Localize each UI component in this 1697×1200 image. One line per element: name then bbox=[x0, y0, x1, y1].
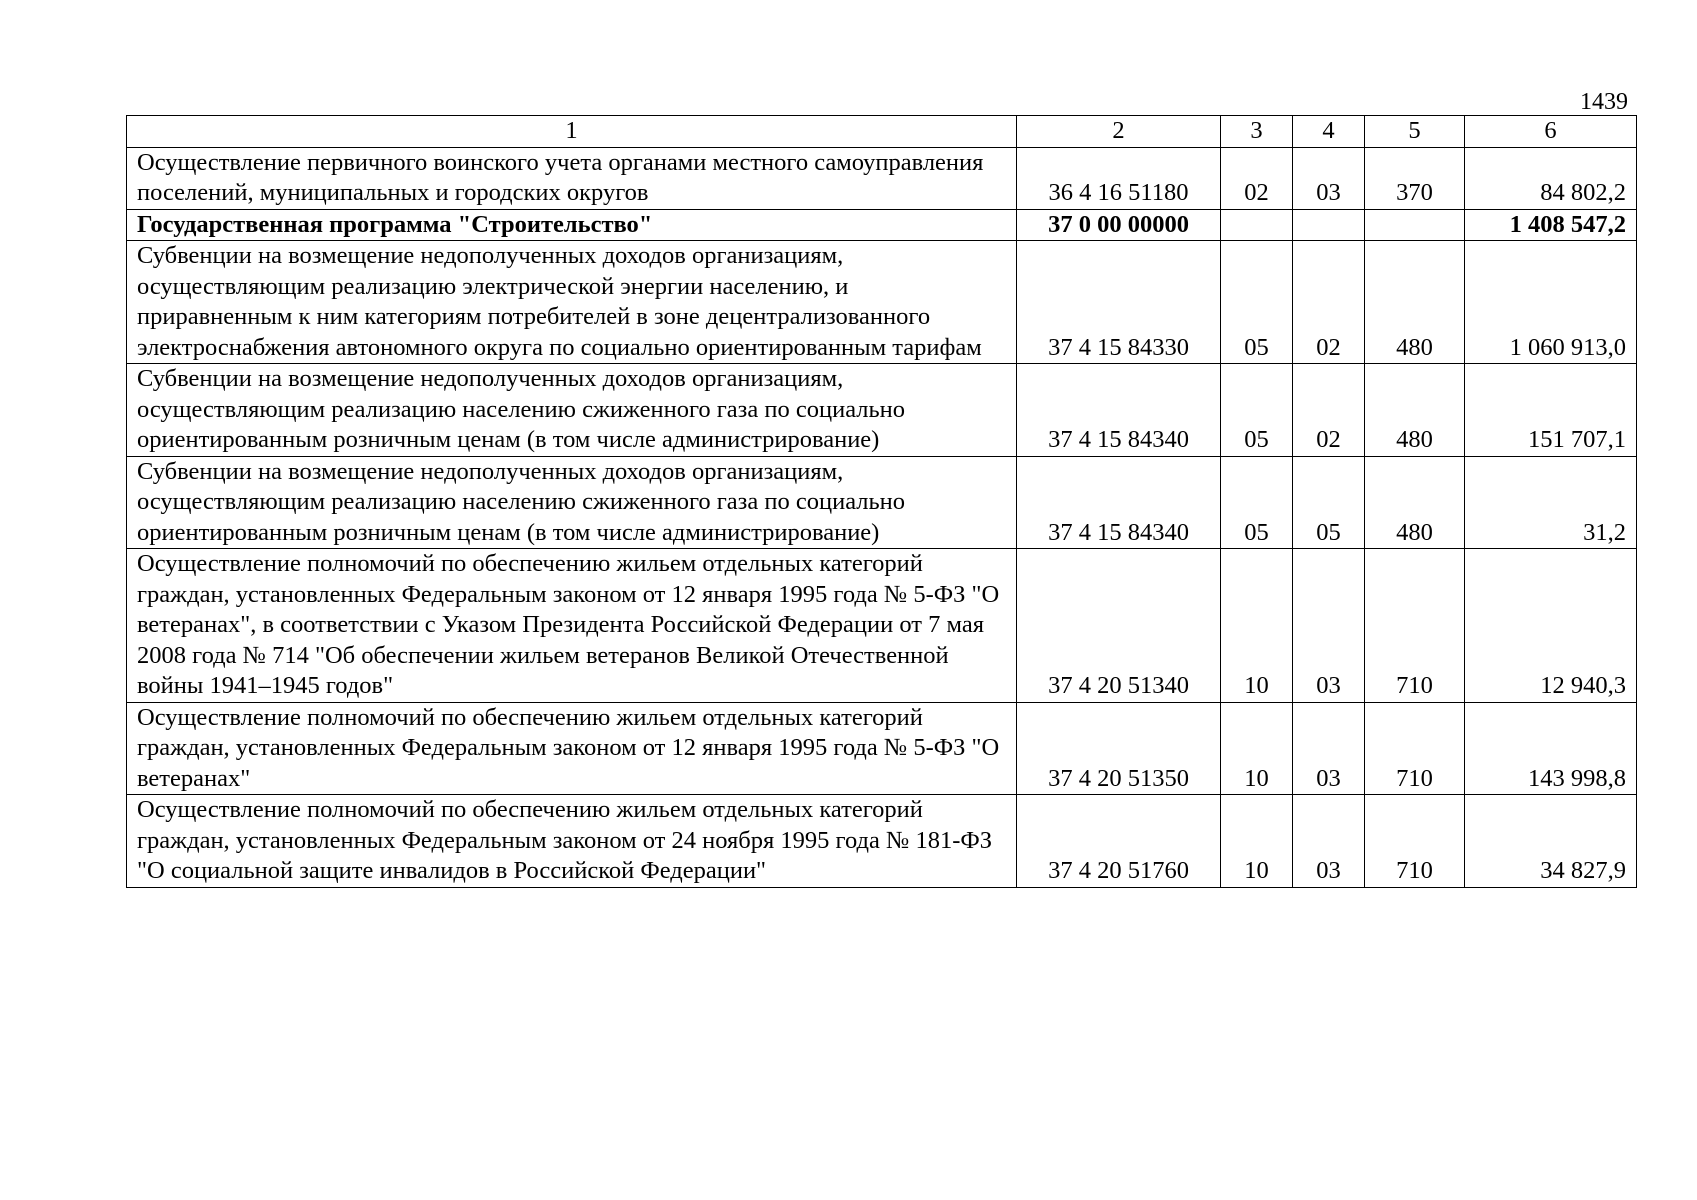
row-col-5: 710 bbox=[1365, 549, 1465, 703]
row-col-4: 03 bbox=[1293, 702, 1365, 795]
row-amount: 1 060 913,0 bbox=[1465, 241, 1637, 364]
header-col-6: 6 bbox=[1465, 116, 1637, 148]
row-col-5: 710 bbox=[1365, 702, 1465, 795]
row-code: 37 4 15 84330 bbox=[1017, 241, 1221, 364]
row-amount: 1 408 547,2 bbox=[1465, 209, 1637, 241]
row-amount: 84 802,2 bbox=[1465, 147, 1637, 209]
row-amount: 143 998,8 bbox=[1465, 702, 1637, 795]
row-code: 36 4 16 51180 bbox=[1017, 147, 1221, 209]
row-col-4: 03 bbox=[1293, 795, 1365, 888]
table-row bbox=[127, 702, 1637, 795]
table-row bbox=[127, 549, 1637, 703]
row-col-3: 10 bbox=[1221, 549, 1293, 703]
table-row bbox=[127, 456, 1637, 549]
header-row bbox=[127, 116, 1637, 148]
row-col-5: 480 bbox=[1365, 241, 1465, 364]
row-col-4: 05 bbox=[1293, 456, 1365, 549]
row-description: Субвенции на возмещение недополученных доходов организациям, осуществляющим реализацию электрической энергии населению, и приравненным к ним категориям потребителей в зоне децентрализованного электроснабжения автономного округа по социально ориентированным тарифам bbox=[127, 241, 1017, 364]
header-col-1: 1 bbox=[127, 116, 1017, 148]
row-col-4: 03 bbox=[1293, 549, 1365, 703]
table-row bbox=[127, 147, 1637, 209]
row-col-5: 480 bbox=[1365, 456, 1465, 549]
row-col-4 bbox=[1293, 209, 1365, 241]
row-col-4: 03 bbox=[1293, 147, 1365, 209]
row-code: 37 4 20 51350 bbox=[1017, 702, 1221, 795]
row-description: Государственная программа "Строительство" bbox=[127, 209, 1017, 241]
row-col-5: 370 bbox=[1365, 147, 1465, 209]
header-col-2: 2 bbox=[1017, 116, 1221, 148]
table-row bbox=[127, 364, 1637, 457]
row-amount: 151 707,1 bbox=[1465, 364, 1637, 457]
row-description: Субвенции на возмещение недополученных доходов организациям, осуществляющим реализацию населению сжиженного газа по социально ориентированным розничным ценам (в том числе администрирование) bbox=[127, 364, 1017, 457]
table-row bbox=[127, 241, 1637, 364]
row-col-3: 02 bbox=[1221, 147, 1293, 209]
row-description: Осуществление полномочий по обеспечению жильем отдельных категорий граждан, установленных Федеральным законом от 24 ноября 1995 года № 181-ФЗ "О социальной защите инвалидов в Российской Федерации" bbox=[127, 795, 1017, 888]
row-code: 37 4 20 51760 bbox=[1017, 795, 1221, 888]
row-col-3: 10 bbox=[1221, 702, 1293, 795]
row-amount: 34 827,9 bbox=[1465, 795, 1637, 888]
budget-table bbox=[126, 115, 1637, 888]
row-description: Осуществление первичного воинского учета органами местного самоуправления поселений, муниципальных и городских округов bbox=[127, 147, 1017, 209]
table-row bbox=[127, 209, 1637, 241]
header-col-3: 3 bbox=[1221, 116, 1293, 148]
row-amount: 12 940,3 bbox=[1465, 549, 1637, 703]
row-col-3: 05 bbox=[1221, 364, 1293, 457]
row-code: 37 4 20 51340 bbox=[1017, 549, 1221, 703]
row-description: Осуществление полномочий по обеспечению жильем отдельных категорий граждан, установленных Федеральным законом от 12 января 1995 года № 5-ФЗ "О ветеранах" bbox=[127, 702, 1017, 795]
table-row bbox=[127, 795, 1637, 888]
row-col-5: 710 bbox=[1365, 795, 1465, 888]
row-col-3: 10 bbox=[1221, 795, 1293, 888]
row-col-4: 02 bbox=[1293, 364, 1365, 457]
row-col-4: 02 bbox=[1293, 241, 1365, 364]
row-code: 37 4 15 84340 bbox=[1017, 364, 1221, 457]
row-col-3 bbox=[1221, 209, 1293, 241]
header-col-5: 5 bbox=[1365, 116, 1465, 148]
page-number: 1439 bbox=[1580, 89, 1628, 115]
row-code: 37 4 15 84340 bbox=[1017, 456, 1221, 549]
header-col-4: 4 bbox=[1293, 116, 1365, 148]
row-description: Осуществление полномочий по обеспечению жильем отдельных категорий граждан, установленных Федеральным законом от 12 января 1995 года № 5-ФЗ "О ветеранах", в соответствии с Указом Президента Российской Федерации от 7 мая 2008 года № 714 "Об обеспечении жильем ветеранов Великой Отечественной войны 1941–1945 годов" bbox=[127, 549, 1017, 703]
row-col-5 bbox=[1365, 209, 1465, 241]
row-col-3: 05 bbox=[1221, 456, 1293, 549]
row-col-3: 05 bbox=[1221, 241, 1293, 364]
row-code: 37 0 00 00000 bbox=[1017, 209, 1221, 241]
row-amount: 31,2 bbox=[1465, 456, 1637, 549]
row-description: Субвенции на возмещение недополученных доходов организациям, осуществляющим реализацию населению сжиженного газа по социально ориентированным розничным ценам (в том числе администрирование) bbox=[127, 456, 1017, 549]
row-col-5: 480 bbox=[1365, 364, 1465, 457]
